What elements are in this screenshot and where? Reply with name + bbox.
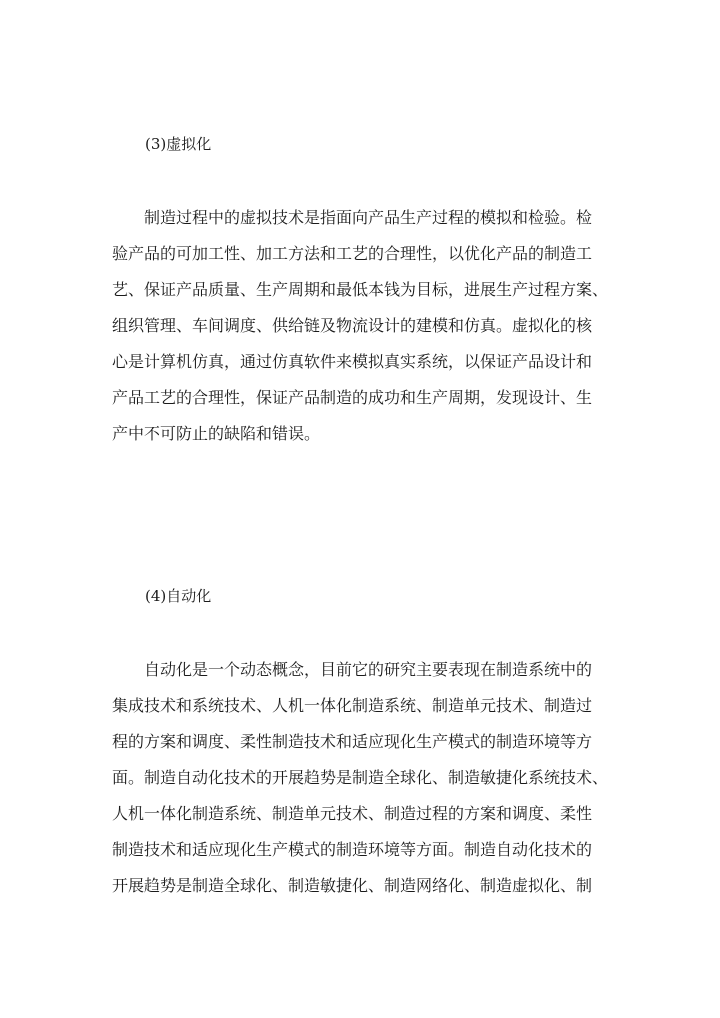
paragraph-line: 制造过程中的虚拟技术是指面向产品生产过程的模拟和检验。检	[144, 208, 593, 227]
paragraph-line: 艺、保证产品质量、生产周期和最低本钱为目标，进展生产过程方案、	[112, 280, 609, 299]
paragraph-line: 面。制造自动化技术的开展趋势是制造全球化、制造敏捷化系统技术、	[112, 768, 609, 787]
section-4-paragraph	[112, 652, 612, 904]
paragraph-line: 程的方案和调度、柔性制造技术和适应现化生产模式的制造环境等方	[112, 732, 593, 751]
section-3-paragraph	[112, 200, 612, 452]
paragraph-line: 产品工艺的合理性，保证产品制造的成功和生产周期，发现设计、生	[112, 388, 593, 407]
paragraph-line: 产中不可防止的缺陷和错误。	[112, 424, 321, 443]
paragraph-line: 制造技术和适应现化生产模式的制造环境等方面。制造自动化技术的	[112, 840, 593, 859]
paragraph-line: 自动化是一个动态概念，目前它的研究主要表现在制造系统中的	[144, 660, 593, 679]
paragraph-line: 组织管理、车间调度、供给链及物流设计的建模和仿真。虚拟化的核	[112, 316, 593, 335]
paragraph-line: 心是计算机仿真，通过仿真软件来模拟真实系统，以保证产品设计和	[112, 352, 593, 371]
paragraph-line: 人机一体化制造系统、制造单元技术、制造过程的方案和调度、柔性	[112, 804, 593, 823]
section-3-heading: (3)虚拟化	[145, 135, 212, 153]
paragraph-line: 开展趋势是制造全球化、制造敏捷化、制造网络化、制造虚拟化、制	[112, 876, 593, 895]
paragraph-line: 集成技术和系统技术、人机一体化制造系统、制造单元技术、制造过	[112, 696, 593, 715]
paragraph-line: 验产品的可加工性、加工方法和工艺的合理性，以优化产品的制造工	[112, 244, 593, 263]
section-4-heading: (4)自动化	[145, 587, 212, 605]
